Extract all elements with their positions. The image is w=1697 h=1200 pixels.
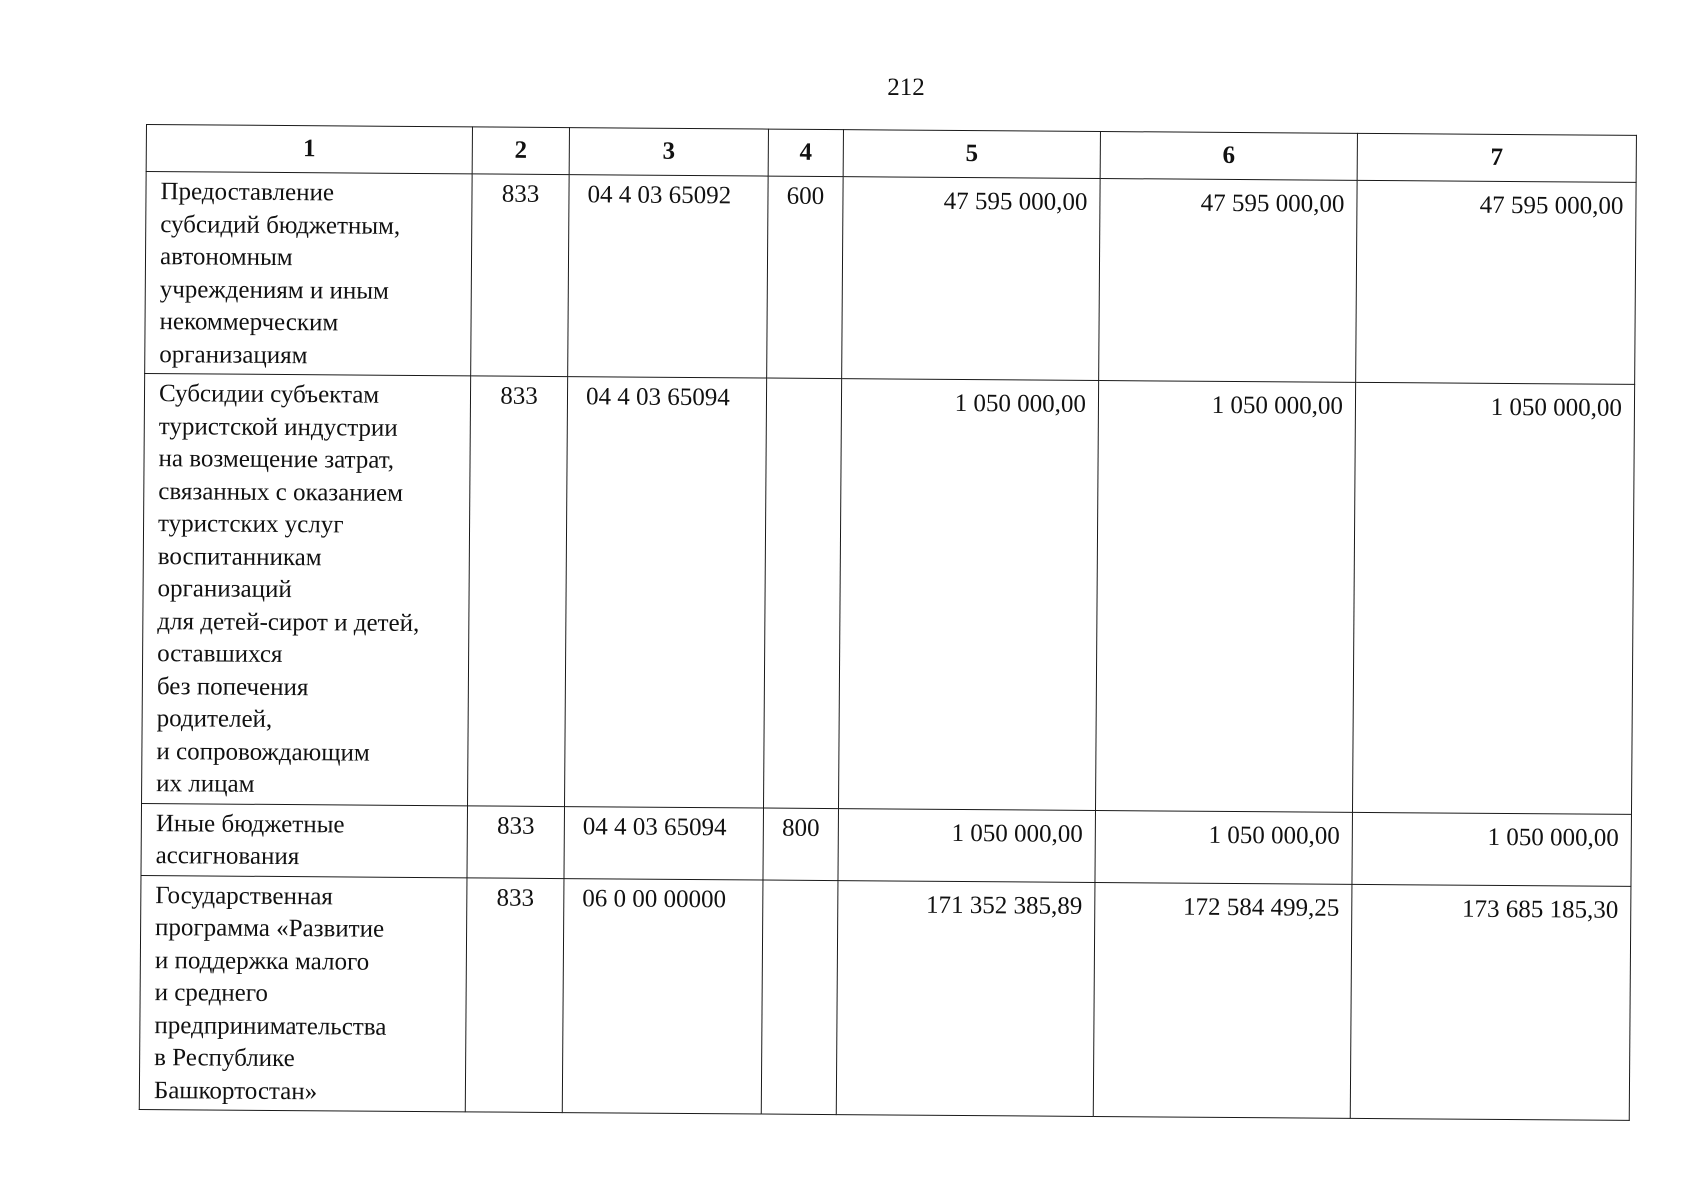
target-article-cell: 04 4 03 65094 — [565, 377, 767, 808]
amount-col-6-cell: 47 595 000,00 — [1099, 178, 1357, 382]
amount-col-7-cell: 47 595 000,00 — [1356, 180, 1636, 384]
row-name-line: родителей, — [156, 705, 273, 733]
row-name-line: Башкортостан» — [153, 1076, 318, 1105]
target-article-cell: 04 4 03 65094 — [564, 806, 764, 879]
row-name-line: в Республике — [154, 1044, 295, 1073]
table-row — [139, 875, 1631, 1120]
ministry-code-cell: 833 — [467, 805, 565, 878]
header-col-1: 1 — [146, 125, 472, 174]
amount-col-6-cell: 172 584 499,25 — [1093, 882, 1352, 1118]
budget-table-container — [139, 124, 1636, 1121]
row-name-line: субсидий бюджетным, — [160, 210, 401, 240]
row-name-line: туристских услуг — [157, 510, 344, 539]
table-row — [141, 803, 1631, 886]
row-name-line: Предоставление — [160, 178, 335, 207]
row-name-line: автономным — [159, 243, 293, 272]
row-name-line: связанных с оказанием — [158, 477, 404, 507]
row-name-line: программа «Развитие — [155, 914, 385, 943]
row-name-line: на возмещение затрат, — [158, 445, 395, 474]
amount-col-7-cell: 1 050 000,00 — [1352, 382, 1634, 814]
amount-col-7-cell: 173 685 185,30 — [1350, 884, 1631, 1121]
row-name-line: Иные бюджетные — [155, 809, 345, 838]
row-name-line: без попечения — [156, 672, 309, 701]
row-name-cell — [139, 875, 467, 1112]
amount-col-6-cell: 1 050 000,00 — [1095, 810, 1353, 884]
target-article-cell: 06 0 00 00000 — [562, 878, 763, 1114]
row-name-line: некоммерческим — [159, 308, 339, 337]
budget-table — [139, 124, 1637, 1121]
row-name-line: для детей-сирот и детей, — [157, 607, 420, 637]
header-col-6: 6 — [1100, 131, 1357, 180]
row-name-line: оставшихся — [157, 640, 283, 669]
amount-col-5-cell: 47 595 000,00 — [842, 177, 1100, 381]
table-row — [145, 172, 1636, 385]
row-name-cell — [142, 373, 471, 805]
amount-col-5-cell: 171 352 385,89 — [836, 880, 1095, 1116]
expense-type-cell: 600 — [767, 176, 843, 379]
ministry-code-cell: 833 — [465, 877, 564, 1112]
row-name-cell — [145, 172, 472, 376]
expense-type-cell — [764, 378, 842, 808]
row-name-line: туристской индустрии — [158, 412, 398, 442]
amount-col-7-cell: 1 050 000,00 — [1352, 812, 1632, 886]
target-article-cell: 04 4 03 65092 — [568, 175, 768, 378]
amount-col-5-cell: 1 050 000,00 — [838, 808, 1096, 882]
row-name-line: организациям — [159, 340, 308, 369]
page-number: 212 — [887, 74, 925, 101]
expense-type-cell: 800 — [763, 808, 839, 881]
row-name-line: Субсидии субъектам — [158, 380, 380, 409]
row-name-line: и среднего — [154, 979, 269, 1007]
row-name-cell — [141, 803, 468, 877]
header-col-4: 4 — [768, 129, 843, 177]
row-name-line: Государственная — [155, 881, 333, 910]
header-col-5: 5 — [843, 130, 1100, 179]
row-name-line: и сопровождающим — [156, 737, 370, 767]
row-name-line: организаций — [157, 575, 292, 604]
header-col-7: 7 — [1357, 133, 1636, 182]
amount-col-6-cell: 1 050 000,00 — [1095, 380, 1355, 811]
row-name-line: воспитанникам — [157, 542, 322, 571]
ministry-code-cell: 833 — [471, 174, 569, 377]
row-name-line: учреждениям и иным — [159, 275, 389, 305]
ministry-code-cell: 833 — [468, 376, 568, 806]
header-col-2: 2 — [472, 127, 569, 175]
row-name-line: их лицам — [156, 770, 255, 798]
header-col-3: 3 — [569, 128, 768, 176]
table-row — [142, 373, 1635, 813]
amount-col-5-cell: 1 050 000,00 — [839, 379, 1099, 810]
expense-type-cell — [761, 880, 838, 1115]
row-name-line: ассигнования — [155, 842, 300, 871]
row-name-line: предпринимательства — [154, 1011, 387, 1041]
row-name-line: и поддержка малого — [154, 946, 370, 976]
